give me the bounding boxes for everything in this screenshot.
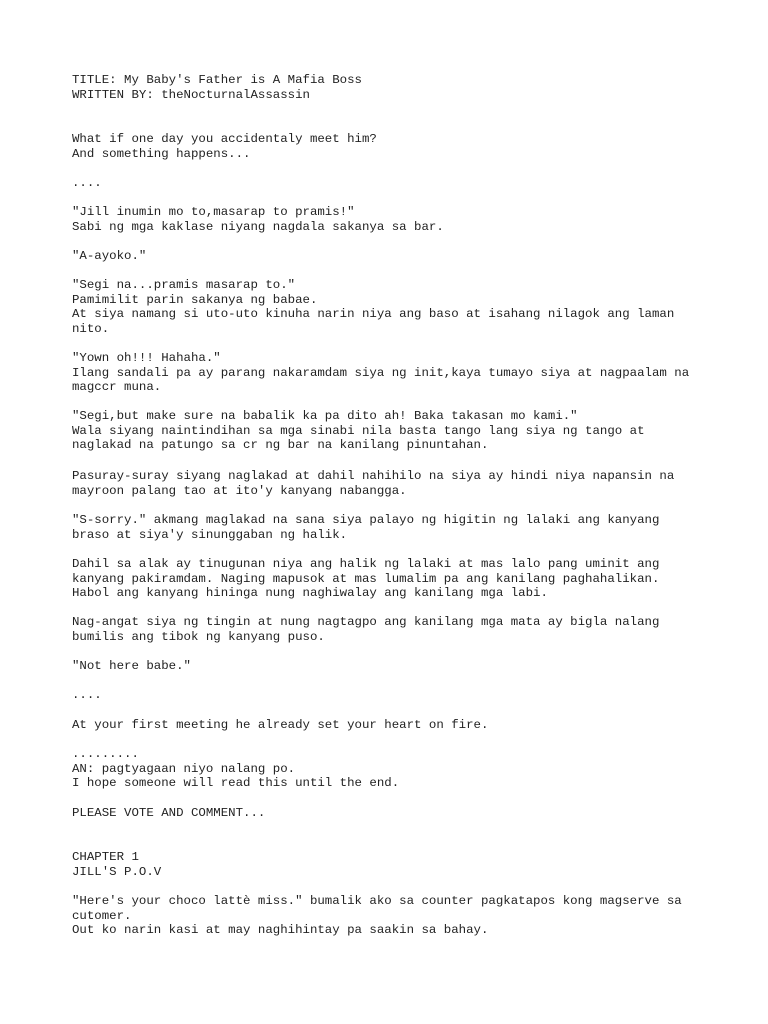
text-line: "Jill inumin mo to,masarap to pramis!" bbox=[72, 205, 355, 219]
text-line: Ilang sandali pa ay parang nakaramdam siya ng init,kaya tumayo siya at nagpaalam na bbox=[72, 365, 690, 380]
author-note-line: AN: pagtyagaan niyo nalang po. bbox=[72, 761, 296, 776]
text-line: Sabi ng mga kaklase niyang nagdala sakanya sa bar. bbox=[72, 219, 444, 234]
teaser-question bbox=[72, 132, 712, 161]
paragraph bbox=[72, 615, 712, 644]
text-line: At siya namang si uto-uto kinuha narin niya ang baso at isahang nilagok ang laman bbox=[72, 307, 675, 322]
text-line: Habol ang kanyang hininga nung naghiwalay ang kanilang mga labi. bbox=[72, 586, 548, 601]
text-line: mayroon palang tao at ito'y kanyang nabangga. bbox=[72, 483, 407, 498]
author-note bbox=[72, 747, 712, 791]
text-line: magccr muna. bbox=[72, 380, 162, 395]
text-line: At your first meeting he already set your heart on fire. bbox=[72, 718, 489, 732]
text-line: "S-sorry." akmang maglakad na sana siya palayo ng higitin ng lalaki ang kanyang bbox=[72, 513, 660, 527]
text-line: Pasuray-suray siyang naglakad at dahil nahihilo na siya ay hindi niya napansin na bbox=[72, 469, 675, 483]
call-to-action bbox=[72, 806, 712, 821]
paragraph bbox=[72, 351, 712, 395]
chapter-pov: JILL'S P.O.V bbox=[72, 864, 162, 879]
title-block bbox=[72, 73, 712, 102]
paragraph bbox=[72, 894, 712, 938]
text-line: kanyang pakiramdam. Naging mapusok at mas lumalim pa ang kanilang paghahalikan. bbox=[72, 571, 660, 586]
text-line: "A-ayoko." bbox=[72, 249, 147, 263]
text-line: "Segi na...pramis masarap to." bbox=[72, 278, 296, 292]
paragraph bbox=[72, 513, 712, 542]
separator bbox=[72, 688, 712, 703]
text-line: "Segi,but make sure na babalik ka pa dito ah! Baka takasan mo kami." bbox=[72, 409, 578, 423]
text-line: Pamimilit parin sakanya ng babae. bbox=[72, 292, 318, 307]
text-line: cutomer. bbox=[72, 908, 132, 923]
paragraph bbox=[72, 278, 712, 336]
text-line: naglakad na patungo sa cr ng bar na kanilang pinuntahan. bbox=[72, 438, 489, 453]
separator-dots: .... bbox=[72, 688, 102, 702]
paragraph bbox=[72, 718, 712, 733]
text-line: "Not here babe." bbox=[72, 659, 191, 673]
vote-comment-text: PLEASE VOTE AND COMMENT... bbox=[72, 806, 266, 820]
text-line: braso at siya'y sinunggaban ng halik. bbox=[72, 527, 348, 542]
paragraph bbox=[72, 557, 712, 601]
text-line: "Yown oh!!! Hahaha." bbox=[72, 351, 221, 365]
separator-dots: ......... bbox=[72, 747, 139, 761]
text-line: "Here's your choco lattè miss." bumalik ako sa counter pagkatapos kong magserve sa bbox=[72, 894, 682, 908]
text-line: bumilis ang tibok ng kanyang puso. bbox=[72, 629, 325, 644]
separator-dots: .... bbox=[72, 176, 102, 190]
separator bbox=[72, 176, 712, 191]
paragraph bbox=[72, 469, 712, 498]
text-line: Wala siyang naintindihan sa mga sinabi nila basta tango lang siya ng tango at bbox=[72, 423, 645, 438]
story-author: WRITTEN BY: theNocturnalAssassin bbox=[72, 87, 310, 102]
chapter-title: CHAPTER 1 bbox=[72, 850, 139, 864]
paragraph bbox=[72, 409, 712, 453]
text-line: Dahil sa alak ay tinugunan niya ang halik ng lalaki at mas lalo pang uminit ang bbox=[72, 557, 660, 571]
text-line: Out ko narin kasi at may naghihintay pa saakin sa bahay. bbox=[72, 923, 489, 938]
text-line: What if one day you accidentaly meet him? bbox=[72, 132, 377, 146]
text-line: Nag-angat siya ng tingin at nung nagtagpo ang kanilang mga mata ay bigla nalang bbox=[72, 615, 660, 629]
text-line: And something happens... bbox=[72, 146, 251, 161]
chapter-heading bbox=[72, 850, 712, 879]
paragraph bbox=[72, 659, 712, 674]
author-note-line: I hope someone will read this until the end. bbox=[72, 776, 400, 791]
story-title: TITLE: My Baby's Father is A Mafia Boss bbox=[72, 73, 362, 87]
text-line: nito. bbox=[72, 321, 110, 336]
paragraph bbox=[72, 205, 712, 234]
paragraph bbox=[72, 249, 712, 264]
